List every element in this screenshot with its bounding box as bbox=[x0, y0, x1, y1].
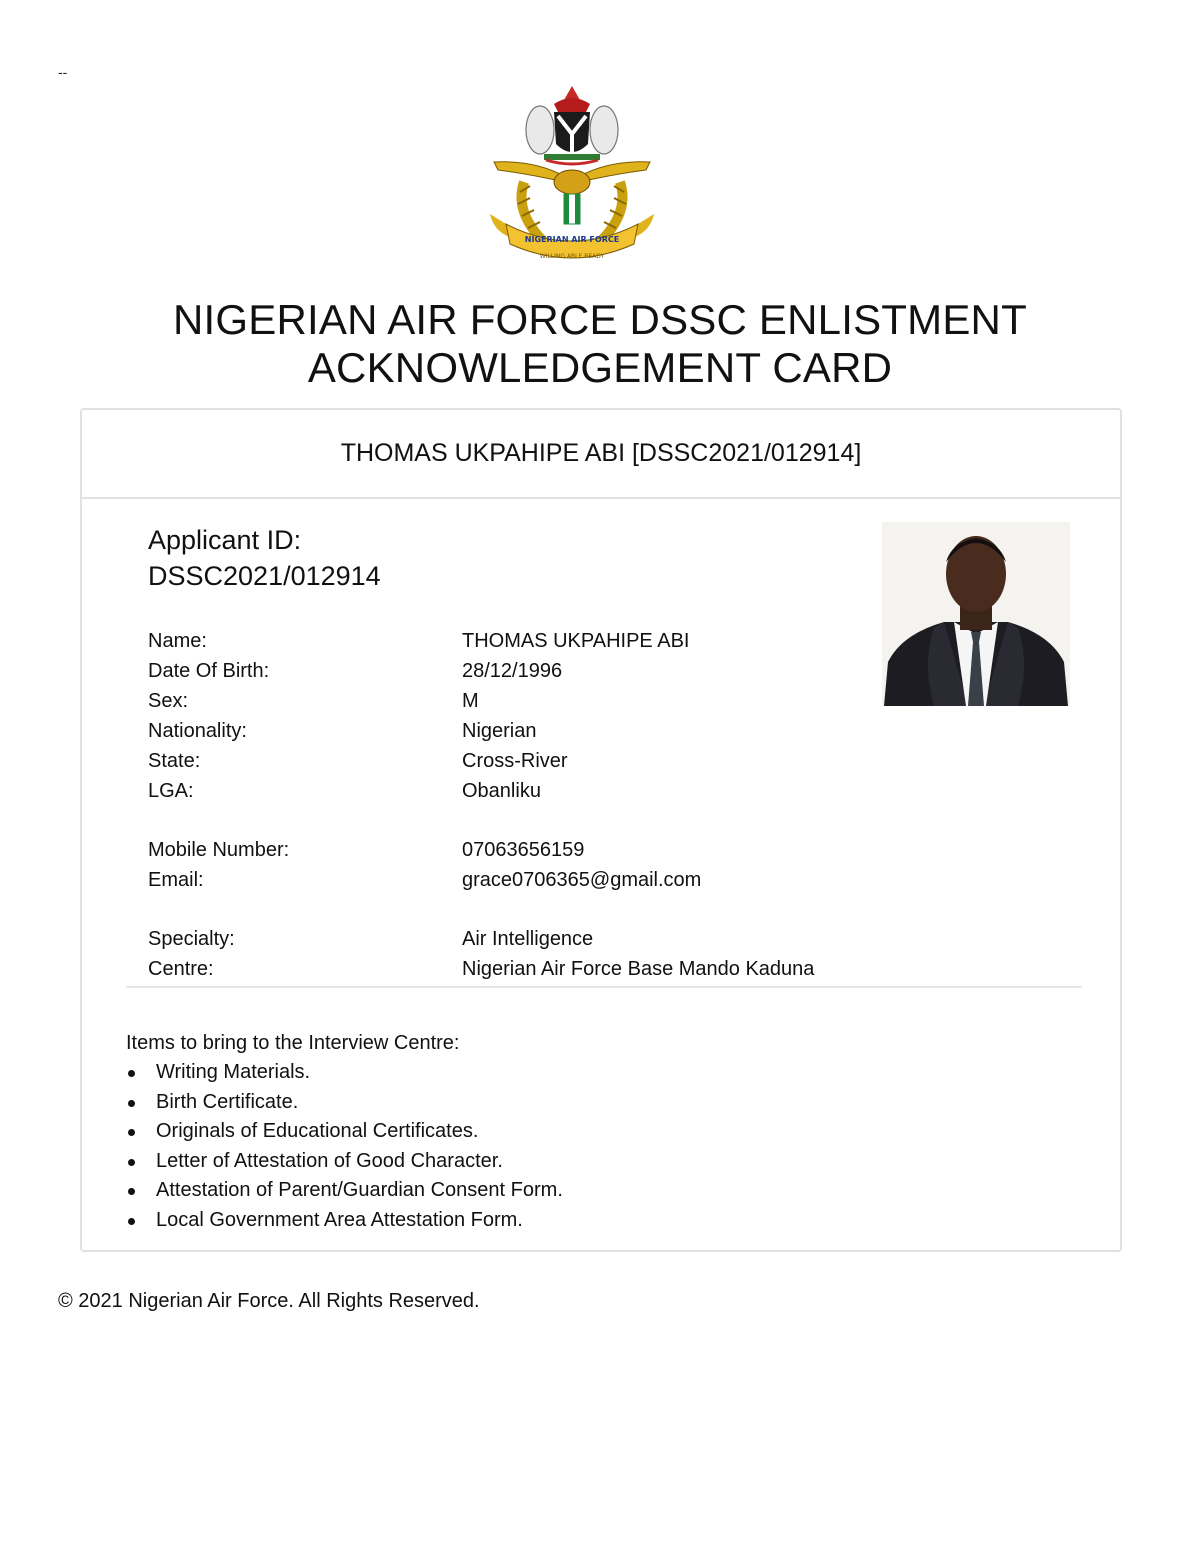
applicant-id bbox=[148, 522, 381, 594]
applicant-id-label: Applicant ID: bbox=[148, 525, 302, 555]
corner-mark: -- bbox=[58, 64, 68, 80]
lga-value: Obanliku bbox=[462, 780, 541, 802]
specialty-value: Air Intelligence bbox=[462, 928, 594, 950]
dob-label: Date Of Birth: bbox=[148, 660, 270, 682]
email-value: grace0706365@gmail.com bbox=[462, 869, 702, 891]
coat-of-arms bbox=[526, 86, 618, 164]
nationality-value: Nigerian bbox=[462, 720, 537, 742]
applicant-photo-image bbox=[882, 522, 1070, 706]
centre-value: Nigerian Air Force Base Mando Kaduna bbox=[462, 958, 815, 980]
acknowledgement-card bbox=[80, 408, 1122, 1252]
emblem-banner-text: NIGERIAN AIR FORCE bbox=[524, 235, 620, 244]
sex-value: M bbox=[462, 690, 479, 712]
interview-items bbox=[126, 1028, 563, 1235]
interview-items-heading: Items to bring to the Interview Centre: bbox=[126, 1032, 460, 1054]
applicant-id-value: DSSC2021/012914 bbox=[148, 561, 381, 591]
page-title-line-2: ACKNOWLEDGEMENT CARD bbox=[307, 344, 893, 391]
list-item: Birth Certificate. bbox=[126, 1088, 563, 1118]
list-item: Letter of Attestation of Good Character. bbox=[126, 1147, 563, 1177]
sex-label: Sex: bbox=[148, 690, 189, 712]
list-item: Writing Materials. bbox=[126, 1058, 563, 1088]
interview-items-list bbox=[126, 1058, 563, 1235]
nationality-label: Nationality: bbox=[148, 720, 247, 742]
mobile-value: 07063656159 bbox=[462, 839, 585, 861]
centre-label: Centre: bbox=[148, 958, 214, 980]
dob-value: 28/12/1996 bbox=[462, 660, 563, 682]
state-label: State: bbox=[148, 750, 201, 772]
list-item: Originals of Educational Certificates. bbox=[126, 1117, 563, 1147]
specialty-label: Specialty: bbox=[148, 928, 235, 950]
page-title-line-1: NIGERIAN AIR FORCE DSSC ENLISTMENT bbox=[173, 296, 1027, 343]
nigerian-air-force-emblem bbox=[484, 82, 660, 266]
state-value: Cross-River bbox=[462, 750, 568, 772]
card-header: THOMAS UKPAHIPE ABI [DSSC2021/012914] bbox=[82, 410, 1120, 499]
list-item: Attestation of Parent/Guardian Consent Form. bbox=[126, 1176, 563, 1206]
lga-label: LGA: bbox=[148, 780, 194, 802]
email-label: Email: bbox=[148, 869, 204, 891]
name-label: Name: bbox=[148, 630, 207, 652]
mobile-label: Mobile Number: bbox=[148, 839, 290, 861]
copyright-footer: © 2021 Nigerian Air Force. All Rights Reserved. bbox=[58, 1290, 480, 1312]
name-value: THOMAS UKPAHIPE ABI bbox=[462, 630, 690, 652]
page-title bbox=[100, 296, 1100, 392]
list-item: Local Government Area Attestation Form. bbox=[126, 1206, 563, 1236]
section-divider bbox=[126, 986, 1082, 988]
emblem-motto-text: WILLING ABLE READY bbox=[539, 253, 605, 260]
applicant-photo bbox=[882, 522, 1070, 706]
